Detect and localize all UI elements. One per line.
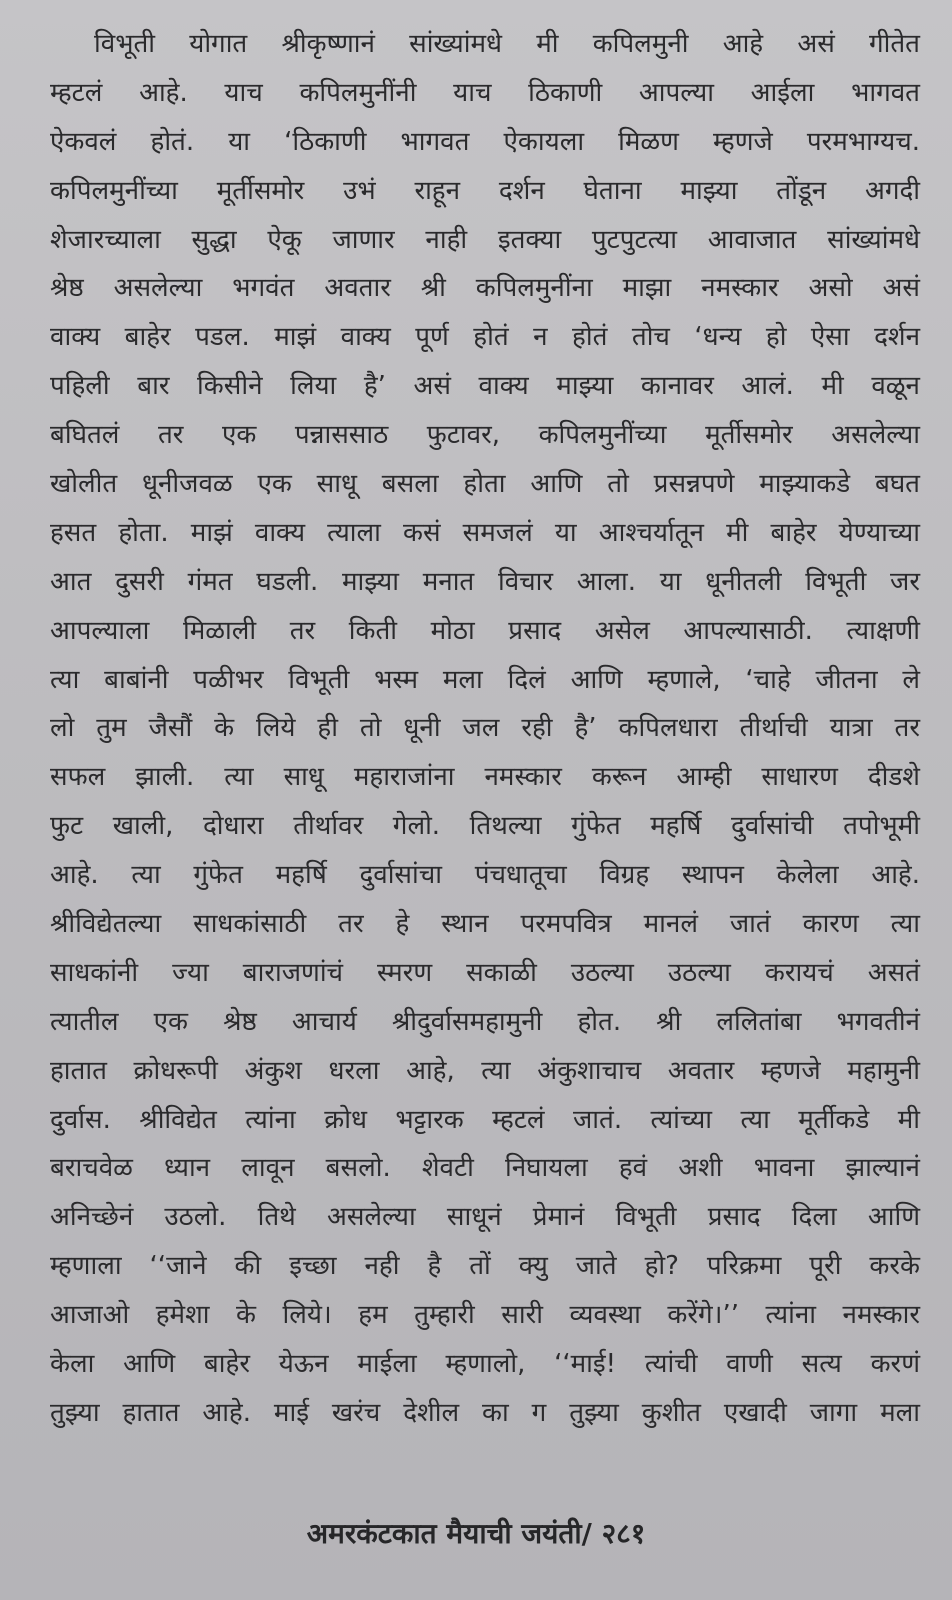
text-line-1: विभूती योगात श्रीकृष्णानं सांख्यांमधे मी कपिलमुनी आहे असं गीतेत <box>94 29 920 59</box>
text-line-3: ऐकवलं होतं. या ‘ठिकाणी भागवत ऐकायला मिळण म्हणजे परमभाग्यच. <box>50 126 920 157</box>
text-line-12: आत दुसरी गंमत घडली. माझ्या मनात विचार आला. या धूनीतली विभूती जर <box>50 566 920 597</box>
text-line-6: श्रेष्ठ असलेल्या भगवंत अवतार श्री कपिलमुनींना माझा नमस्कार असो असं <box>50 273 920 304</box>
text-line-10: खोलीत धूनीजवळ एक साधू बसला होता आणि तो प्रसन्नपणे माझ्याकडे बघत <box>50 469 920 500</box>
body-text <box>50 20 920 1438</box>
text-line-2: म्हटलं आहे. याच कपिलमुनींनी याच ठिकाणी आपल्या आईला भागवत <box>50 77 920 108</box>
text-line-7: वाक्य बाहेर पडल. माझं वाक्य पूर्ण होतं न होतं तोच ‘धन्य हो ऐसा दर्शन <box>50 322 920 353</box>
page-footer: अमरकंटकात मैयाची जयंती/ २८१ <box>306 1517 646 1550</box>
text-line-21: त्यातील एक श्रेष्ठ आचार्य श्रीदुर्वासमहामुनी होत. श्री ललितांबा भगवतीनं <box>50 1006 920 1037</box>
text-line-19: श्रीविद्येतल्या साधकांसाठी तर हे स्थान परमपवित्र मानलं जातं कारण त्या <box>50 909 920 940</box>
text-line-24: बराचवेळ ध्यान लावून बसलो. शेवटी निघायला हवं अशी भावना झाल्यानं <box>50 1153 920 1184</box>
text-line-20: साधकांनी ज्या बाराजणांचं स्मरण सकाळी उठल्या उठल्या करायचं असतं <box>50 957 920 988</box>
text-line-25: अनिच्छेनं उठलो. तिथे असलेल्या साधूनं प्रेमानं विभूती प्रसाद दिला आणि <box>50 1202 920 1233</box>
text-line-8: पहिली बार किसीने लिया है’ असं वाक्य माझ्या कानावर आलं. मी वळून <box>50 371 920 402</box>
text-line-9: बघितलं तर एक पन्नाससाठ फुटावर, कपिलमुनींच्या मूर्तीसमोर असलेल्या <box>50 420 920 451</box>
text-line-13: आपल्याला मिळाली तर किती मोठा प्रसाद असेल आपल्यासाठी. त्याक्षणी <box>50 615 920 646</box>
text-line-27: आजाओ हमेशा के लिये। हम तुम्हारी सारी व्यवस्था करेंगे।’’ त्यांना नमस्कार <box>50 1300 920 1331</box>
text-line-17: फुट खाली, दोधारा तीर्थावर गेलो. तिथल्या गुंफेत महर्षि दुर्वासांची तपोभूमी <box>50 811 920 842</box>
text-line-16: सफल झाली. त्या साधू महाराजांना नमस्कार करून आम्ही साधारण दीडशे <box>50 762 920 793</box>
text-line-28: केला आणि बाहेर येऊन माईला म्हणालो, ‘‘माई! त्यांची वाणी सत्य करणं <box>50 1349 920 1380</box>
text-line-15: लो तुम जैसौं के लिये ही तो धूनी जल रही है’ कपिलधारा तीर्थाची यात्रा तर <box>50 713 920 744</box>
text-line-18: आहे. त्या गुंफेत महर्षि दुर्वासांचा पंचधातूचा विग्रह स्थापन केलेला आहे. <box>50 860 920 891</box>
text-line-29: तुझ्या हातात आहे. माई खरंच देशील का ग तुझ्या कुशीत एखादी जागा मला <box>50 1397 920 1428</box>
text-line-4: कपिलमुनींच्या मूर्तीसमोर उभं राहून दर्शन घेताना माझ्या तोंडून अगदी <box>50 175 920 206</box>
text-line-22: हातात क्रोधरूपी अंकुश धरला आहे, त्या अंकुशाचाच अवतार म्हणजे महामुनी <box>50 1055 920 1086</box>
text-line-23: दुर्वास. श्रीविद्येत त्यांना क्रोध भट्टारक म्हटलं जातं. त्यांच्या त्या मूर्तीकडे मी <box>50 1104 920 1135</box>
text-line-14: त्या बाबांनी पळीभर विभूती भस्म मला दिलं आणि म्हणाले, ‘चाहे जीतना ले <box>50 664 920 695</box>
text-line-26: म्हणाला ‘‘जाने की इच्छा नही है तों क्यु जाते हो? परिक्रमा पूरी करके <box>50 1251 920 1282</box>
text-line-11: हसत होता. माझं वाक्य त्याला कसं समजलं या आश्चर्यातून मी बाहेर येण्याच्या <box>50 517 920 548</box>
text-line-5: शेजारच्याला सुद्धा ऐकू जाणार नाही इतक्या पुटपुटत्या आवाजात सांख्यांमधे <box>50 224 920 255</box>
